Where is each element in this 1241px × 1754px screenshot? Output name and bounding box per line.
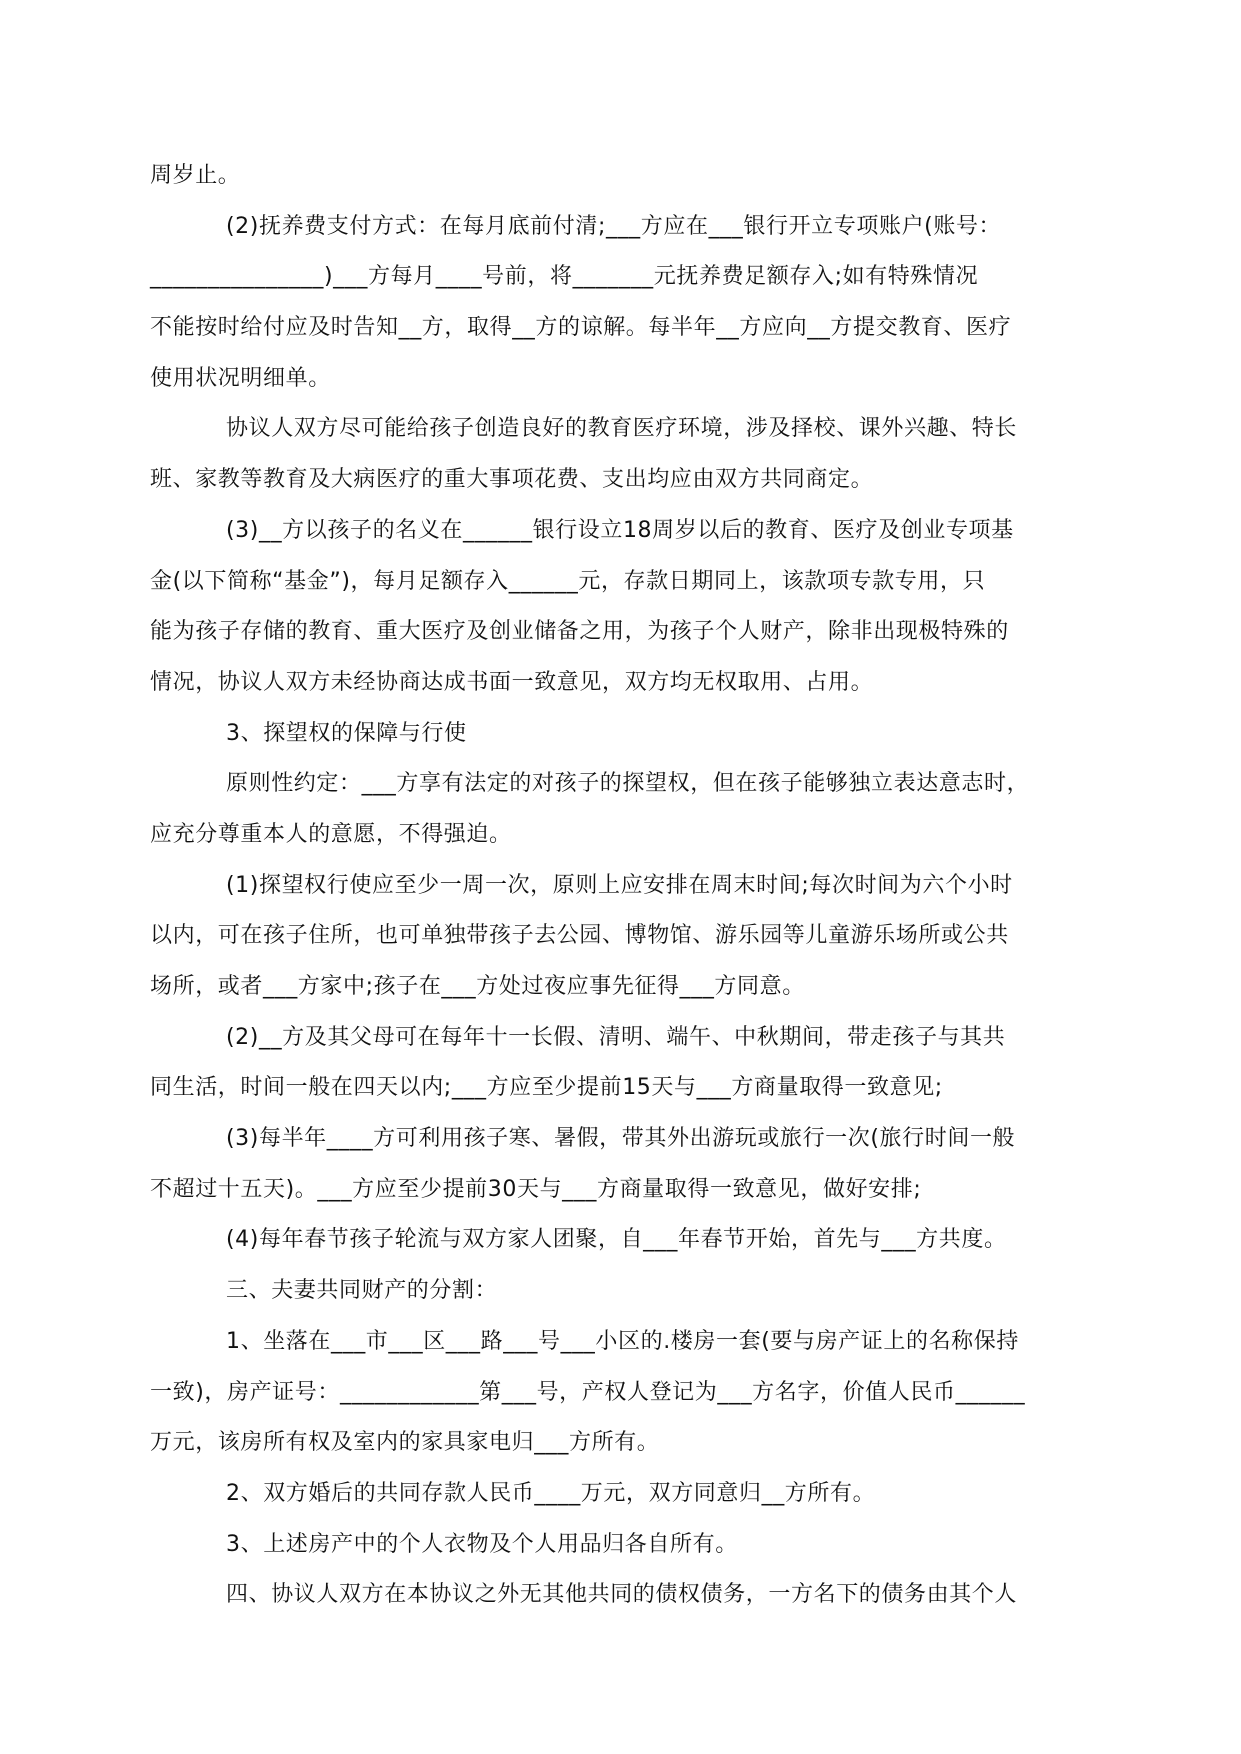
text-line: 万元，该房所有权及室内的家具家电归___方所有。 [150,1430,660,1456]
text-line: 不能按时给付应及时告知__方，取得__方的谅解。每半年__方应向__方提交教育、医疗 [150,315,1012,341]
text-line: 不超过十五天)。___方应至少提前30天与___方商量取得一致意见，做好安排; [150,1176,922,1202]
text-line: 3、上述房产中的个人衣物及个人用品归各自所有。 [226,1531,738,1557]
text-line: 协议人双方尽可能给孩子创造良好的教育医疗环境，涉及择校、课外兴趣、特长 [226,416,1018,442]
text-line: (4)每年春节孩子轮流与双方家人团聚，自___年春节开始，首先与___方共度。 [226,1227,1007,1253]
text-line: 班、家教等教育及大病医疗的重大事项花费、支出均应由双方共同商定。 [150,467,874,493]
text-line: 原则性约定：___方享有法定的对孩子的探望权，但在孩子能够独立表达意志时， [226,771,1030,797]
text-line: 使用状况明细单。 [150,365,331,391]
text-line: 应充分尊重本人的意愿，不得强迫。 [150,821,512,847]
text-line: 四、协议人双方在本协议之外无其他共同的债权债务，一方名下的债务由其个人 [226,1582,1018,1608]
text-line: (3)每半年____方可利用孩子寒、暑假，带其外出游玩或旅行一次(旅行时间一般 [226,1126,1016,1152]
text-line: 能为孩子存储的教育、重大医疗及创业储备之用，为孩子个人财产，除非出现极特殊的 [150,619,1009,645]
text-line: (3)__方以孩子的名义在______银行设立18周岁以后的教育、医疗及创业专项基 [226,517,1014,543]
text-line: 同生活，时间一般在四天以内;___方应至少提前15天与___方商量取得一致意见; [150,1075,943,1101]
text-line: 情况，协议人双方未经协商达成书面一致意见，双方均无权取用、占用。 [150,669,874,695]
text-line: _______________)___方每月____号前，将_______元抚养费足额存入;如有特殊情况 [150,264,979,290]
text-line: 1、坐落在___市___区___路___号___小区的.楼房一套(要与房产证上的名称保持 [226,1328,1019,1354]
text-line: 金(以下简称“基金”)，每月足额存入______元，存款日期同上，该款项专款专用，只 [150,568,986,594]
text-line: 三、夫妻共同财产的分割： [226,1278,498,1304]
text-line: 3、探望权的保障与行使 [226,720,467,746]
text-line: 以内，可在孩子住所，也可单独带孩子去公园、博物馆、游乐园等儿童游乐场所或公共 [150,923,1009,949]
text-line: 一致)，房产证号：____________第___号，产权人登记为___方名字，价值人民币______ [150,1379,1026,1405]
text-line: (2)__方及其父母可在每年十一长假、清明、端午、中秋期间，带走孩子与其共 [226,1024,1006,1050]
document-body [150,151,1090,1621]
text-line: (1)探望权行使应至少一周一次，原则上应安排在周末时间;每次时间为六个小时 [226,872,1013,898]
text-line: 2、双方婚后的共同存款人民币____万元，双方同意归__方所有。 [226,1480,876,1506]
text-line: 周岁止。 [150,163,241,188]
text-line: (2)抚养费支付方式：在每月底前付清;___方应在___银行开立专项账户(账号： [226,213,1002,239]
text-line: 场所，或者___方家中;孩子在___方处过夜应事先征得___方同意。 [150,974,805,999]
